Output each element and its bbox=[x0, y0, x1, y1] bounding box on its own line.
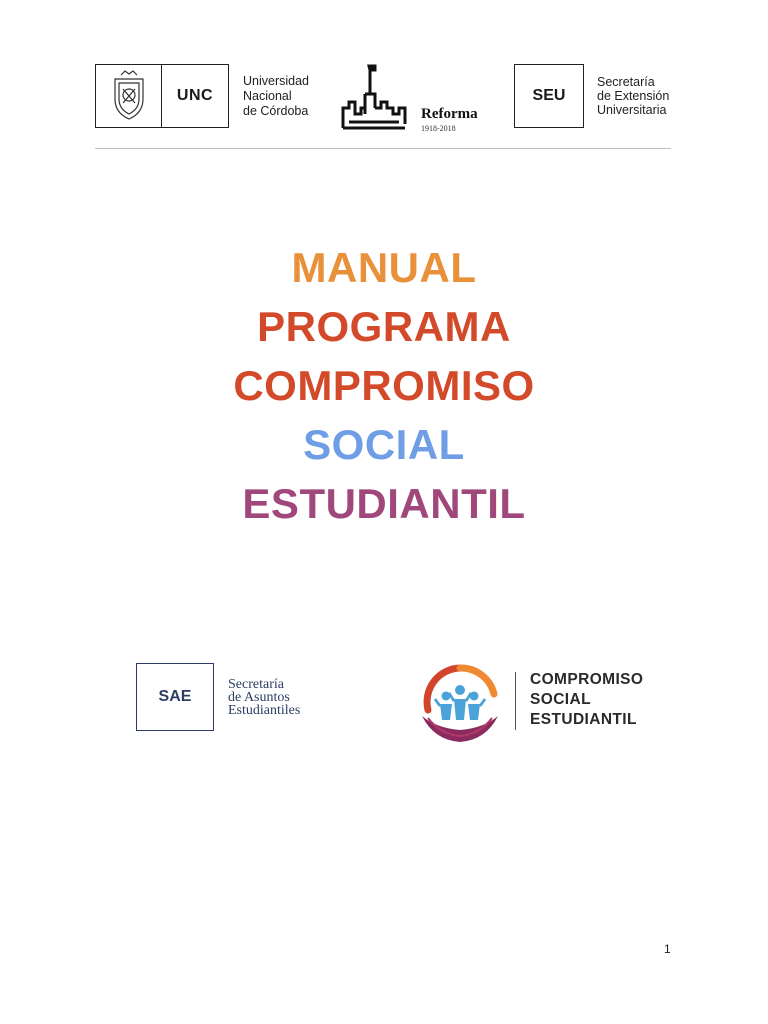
sae-name-line: Secretaría bbox=[228, 676, 284, 692]
reforma-title: Reforma bbox=[421, 106, 478, 122]
document-title bbox=[0, 238, 768, 533]
unc-crest-icon bbox=[96, 65, 162, 127]
sae-name-line: de Asuntos bbox=[228, 689, 290, 705]
cse-logo bbox=[414, 658, 690, 746]
unc-name-line: de Córdoba bbox=[243, 103, 309, 118]
title-line-manual: MANUAL bbox=[291, 244, 477, 291]
sae-name bbox=[228, 678, 300, 717]
seu-name-line: Universitaria bbox=[597, 103, 667, 117]
title-line-programa: PROGRAMA bbox=[257, 303, 511, 350]
reforma-years: 1918-2018 bbox=[421, 124, 456, 133]
sae-name-line: Estudiantiles bbox=[228, 702, 301, 718]
page-number: 1 bbox=[664, 942, 671, 956]
seu-name-line: Secretaría bbox=[597, 75, 655, 89]
title-line-compromiso: COMPROMISO bbox=[233, 362, 535, 409]
seu-name bbox=[597, 75, 669, 117]
cse-divider bbox=[515, 672, 516, 730]
unc-logo-box bbox=[95, 64, 229, 128]
unc-logo bbox=[95, 64, 309, 128]
unc-acronym: UNC bbox=[176, 87, 214, 104]
unc-name-line: Nacional bbox=[243, 88, 292, 103]
reforma-building-icon bbox=[339, 64, 411, 132]
cse-name-line: COMPROMISO bbox=[530, 671, 644, 688]
cse-name-line: SOCIAL bbox=[530, 691, 591, 708]
cse-name bbox=[530, 670, 643, 730]
seu-logo bbox=[514, 64, 669, 128]
sae-logo bbox=[136, 663, 300, 731]
reforma-logo bbox=[339, 64, 489, 132]
header-divider bbox=[95, 148, 671, 149]
title-line-social: SOCIAL bbox=[303, 421, 465, 468]
unc-name-line: Universidad bbox=[243, 73, 310, 88]
cse-name-line: ESTUDIANTIL bbox=[530, 711, 637, 728]
sae-acronym: SAE bbox=[136, 663, 214, 731]
cse-people-hands-icon bbox=[414, 658, 506, 746]
header-logos bbox=[95, 64, 671, 132]
title-line-estudiantil: ESTUDIANTIL bbox=[242, 480, 526, 527]
seu-name-line: de Extensión bbox=[597, 89, 670, 103]
seu-acronym: SEU bbox=[514, 64, 584, 128]
unc-name bbox=[243, 74, 309, 119]
